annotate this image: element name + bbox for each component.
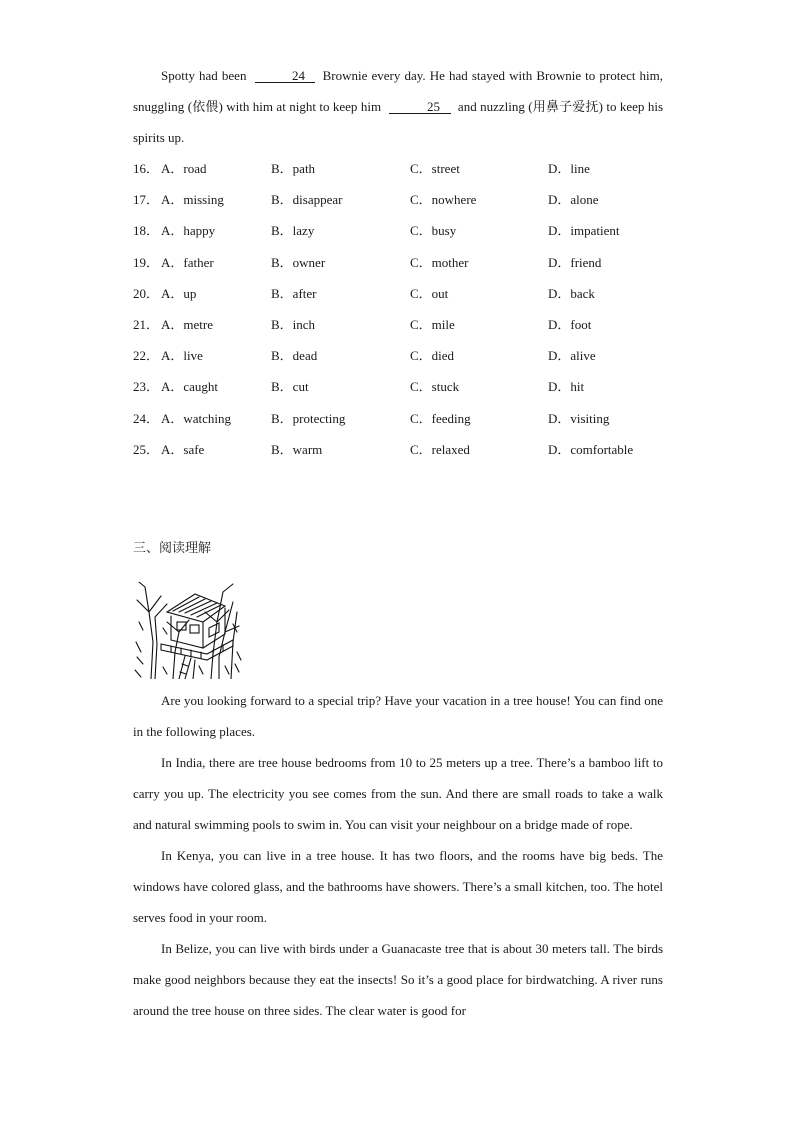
option-c: C．nowhere — [410, 192, 477, 208]
option-c: C．out — [410, 285, 449, 301]
question-number: 18． — [133, 223, 160, 239]
option-a: A．metre — [161, 316, 213, 332]
question-number: 20． — [133, 285, 160, 301]
option-a: A．happy — [161, 223, 216, 239]
option-d: D．impatient — [548, 223, 620, 239]
question-number: 21． — [133, 316, 160, 332]
option-c: C．busy — [410, 223, 457, 239]
option-c: C．feeding — [410, 410, 471, 426]
cloze-text-part3: and nuzzling (用鼻子爱抚) to keep his spirits up. — [133, 99, 664, 145]
cloze-passage-tail — [133, 60, 663, 153]
question-row — [133, 371, 663, 402]
question-number: 24． — [133, 410, 160, 426]
option-a: A．watching — [161, 410, 232, 426]
option-b: B．inch — [271, 316, 316, 332]
option-a: A．live — [161, 348, 203, 364]
option-b: B．path — [271, 161, 316, 176]
question-row — [133, 278, 663, 309]
option-d: D．alone — [548, 192, 599, 208]
cloze-section — [133, 60, 663, 465]
question-row — [133, 309, 663, 340]
question-number: 16． — [133, 161, 160, 176]
option-b: B．warm — [271, 441, 323, 457]
cloze-text-part2: Brownie every day. He had stayed with Brownie to protect him, snuggling (依偎) with him at night to keep him — [133, 68, 664, 114]
blank-24: 24 — [255, 69, 315, 83]
question-row — [133, 153, 663, 184]
question-row — [133, 340, 663, 371]
option-d: D．line — [548, 161, 590, 176]
option-c: C．street — [410, 161, 460, 176]
reading-paragraph: In Belize, you can live with birds under a Guanacaste tree that is about 30 meters tall. The birds make good neighbors because they eat the insects! So it’s a good place for birdwatching. A river runs around the tree house on three sides. The clear water is good for — [133, 941, 663, 1018]
option-b: B．lazy — [271, 223, 315, 239]
question-row — [133, 434, 663, 465]
option-a: A．safe — [161, 441, 205, 457]
question-number: 17． — [133, 192, 160, 208]
option-a: A．missing — [161, 192, 224, 208]
option-c: C．relaxed — [410, 441, 470, 457]
question-number: 25． — [133, 441, 160, 457]
section-heading: 三、阅读理解 — [133, 541, 212, 556]
reading-passage — [133, 685, 663, 1026]
question-number: 22． — [133, 348, 160, 364]
reading-paragraph: In Kenya, you can live in a tree house. It has two floors, and the rooms have big beds. The windows have colored glass, and the bathrooms have showers. There’s a small kitchen, too. The hotel serves food in your room. — [133, 848, 663, 925]
question-row — [133, 403, 663, 434]
option-b: B．cut — [271, 379, 309, 395]
option-d: D．alive — [548, 348, 596, 364]
blank-25: 25 — [389, 100, 451, 114]
option-d: D．friend — [548, 254, 602, 270]
question-number: 23． — [133, 379, 160, 395]
option-c: C．mile — [410, 316, 455, 332]
question-row — [133, 215, 663, 246]
option-d: D．comfortable — [548, 441, 634, 457]
option-a: A．father — [161, 254, 214, 270]
option-c: C．mother — [410, 254, 469, 270]
option-b: B．disappear — [271, 192, 343, 208]
option-c: C．died — [410, 348, 455, 364]
question-list — [133, 153, 663, 465]
reading-paragraph: Are you looking forward to a special trip? Have your vacation in a tree house! You can find one in the following places. — [133, 693, 663, 739]
cloze-text-part1: Spotty had been — [161, 68, 247, 83]
option-b: B．protecting — [271, 410, 346, 426]
option-d: D．foot — [548, 316, 592, 332]
option-d: D．back — [548, 285, 595, 301]
question-number: 19． — [133, 254, 160, 270]
option-b: B．owner — [271, 254, 326, 270]
option-a: A．caught — [161, 379, 219, 395]
option-b: B．dead — [271, 348, 318, 364]
reading-paragraph: In India, there are tree house bedrooms from 10 to 25 meters up a tree. There’s a bamboo lift to carry you up. The electricity you see comes from the sun. And there are small roads to take a walk and natural swimming pools to swim in. You can visit your neighbour on a bridge made of rope. — [133, 755, 663, 832]
option-c: C．stuck — [410, 379, 460, 395]
option-d: D．visiting — [548, 410, 610, 426]
option-a: A．road — [161, 161, 207, 176]
tree-house-sketch-icon — [133, 582, 242, 679]
option-b: B．after — [271, 285, 317, 301]
option-a: A．up — [161, 285, 197, 301]
question-row — [133, 184, 663, 215]
question-row — [133, 247, 663, 278]
option-d: D．hit — [548, 379, 585, 395]
